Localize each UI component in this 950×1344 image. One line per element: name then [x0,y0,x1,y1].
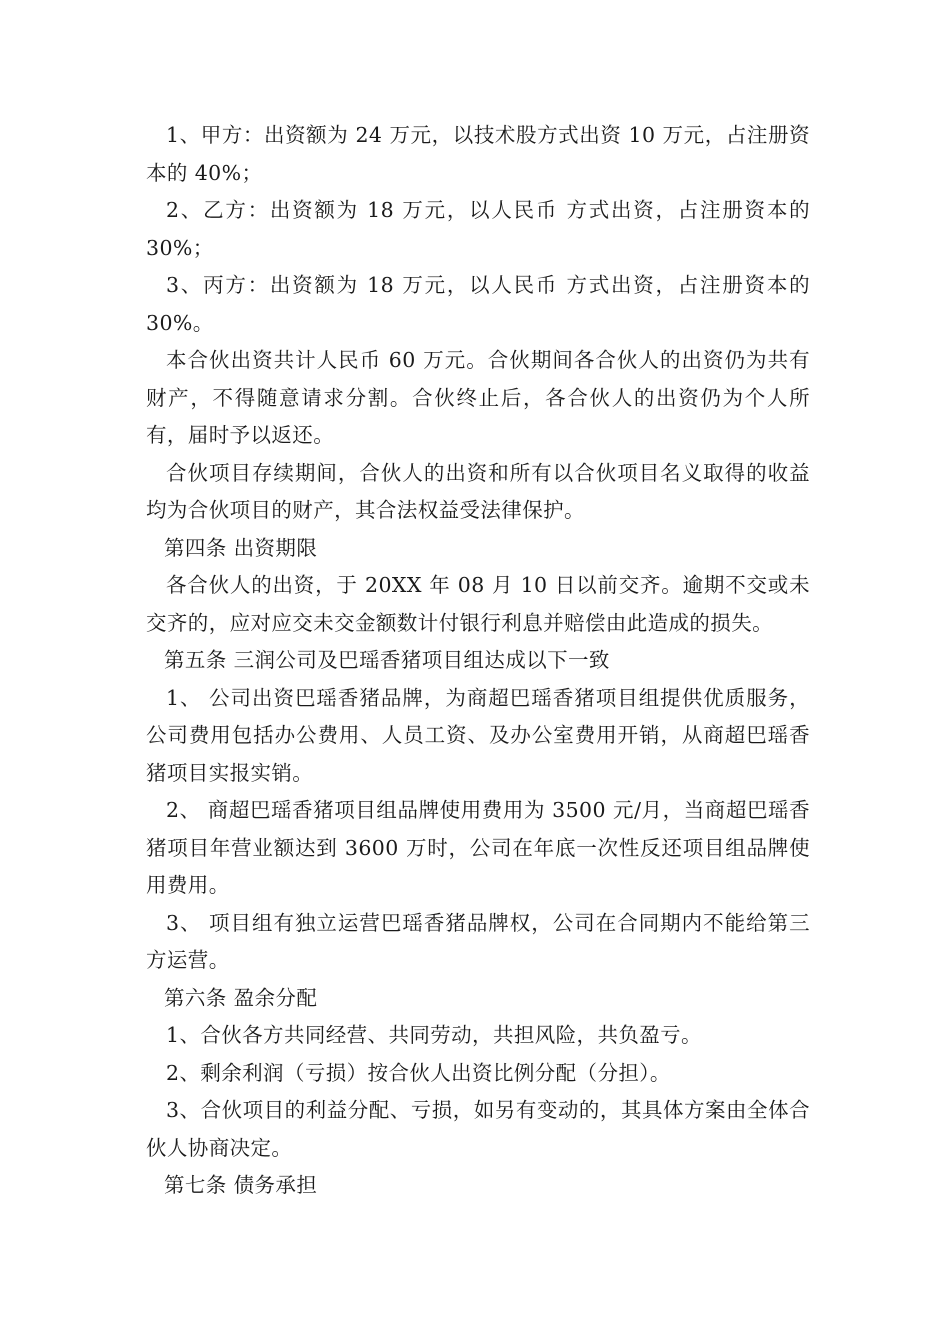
article-6-heading: 第六条 盈余分配 [164,985,318,1010]
document-body [146,117,810,1205]
paragraph-brand-fee: 2、 商超巴瑶香猪项目组品牌使用费用为 3500 元/月，当商超巴瑶香猪项目年营业额达到 3600 万时，公司在年底一次性反还项目组品牌使用费用。 [146,798,810,897]
paragraph-party-b-capital: 2、乙方：出资额为 18 万元，以人民币 方式出资，占注册资本的 30%； [146,198,810,260]
paragraph-party-c-capital: 3、丙方：出资额为 18 万元，以人民币 方式出资，占注册资本的 30%。 [146,273,810,335]
paragraph-capital-deadline: 各合伙人的出资，于 20XX 年 08 月 10 日以前交齐。逾期不交或未交齐的，应对应交未交金额数计付银行利息并赔偿由此造成的损失。 [146,573,810,635]
paragraph-operating-rights: 3、 项目组有独立运营巴瑶香猪品牌权，公司在合同期内不能给第三方运营。 [146,910,810,972]
article-4-heading: 第四条 出资期限 [164,535,318,560]
paragraph-company-brand: 1、 公司出资巴瑶香猪品牌，为商超巴瑶香猪项目组提供优质服务，公司费用包括办公费用、人员工资、及办公室费用开销，从商超巴瑶香猪项目实报实销。 [146,685,810,785]
paragraph-distribution-changes: 3、合伙项目的利益分配、亏损，如另有变动的，其具体方案由全体合伙人协商决定。 [146,1098,810,1160]
paragraph-joint-operation: 1、合伙各方共同经营、共同劳动，共担风险，共负盈亏。 [166,1023,702,1047]
article-7-heading: 第七条 债务承担 [164,1173,318,1197]
paragraph-total-capital: 本合伙出资共计人民币 60 万元。合伙期间各合伙人的出资仍为共有财产，不得随意请求分割。合伙终止后，各合伙人的出资仍为个人所有，届时予以返还。 [146,348,810,447]
paragraph-project-property: 合伙项目存续期间，合伙人的出资和所有以合伙项目名义取得的收益均为合伙项目的财产，其合法权益受法律保护。 [146,460,810,522]
paragraph-profit-distribution: 2、剩余利润（亏损）按合伙人出资比例分配（分担）。 [166,1060,671,1085]
article-5-heading: 第五条 三润公司及巴瑶香猪项目组达成以下一致 [164,648,610,672]
paragraph-party-a-capital: 1、甲方：出资额为 24 万元，以技术股方式出资 10 万元，占注册资本的 40%； [146,123,810,185]
